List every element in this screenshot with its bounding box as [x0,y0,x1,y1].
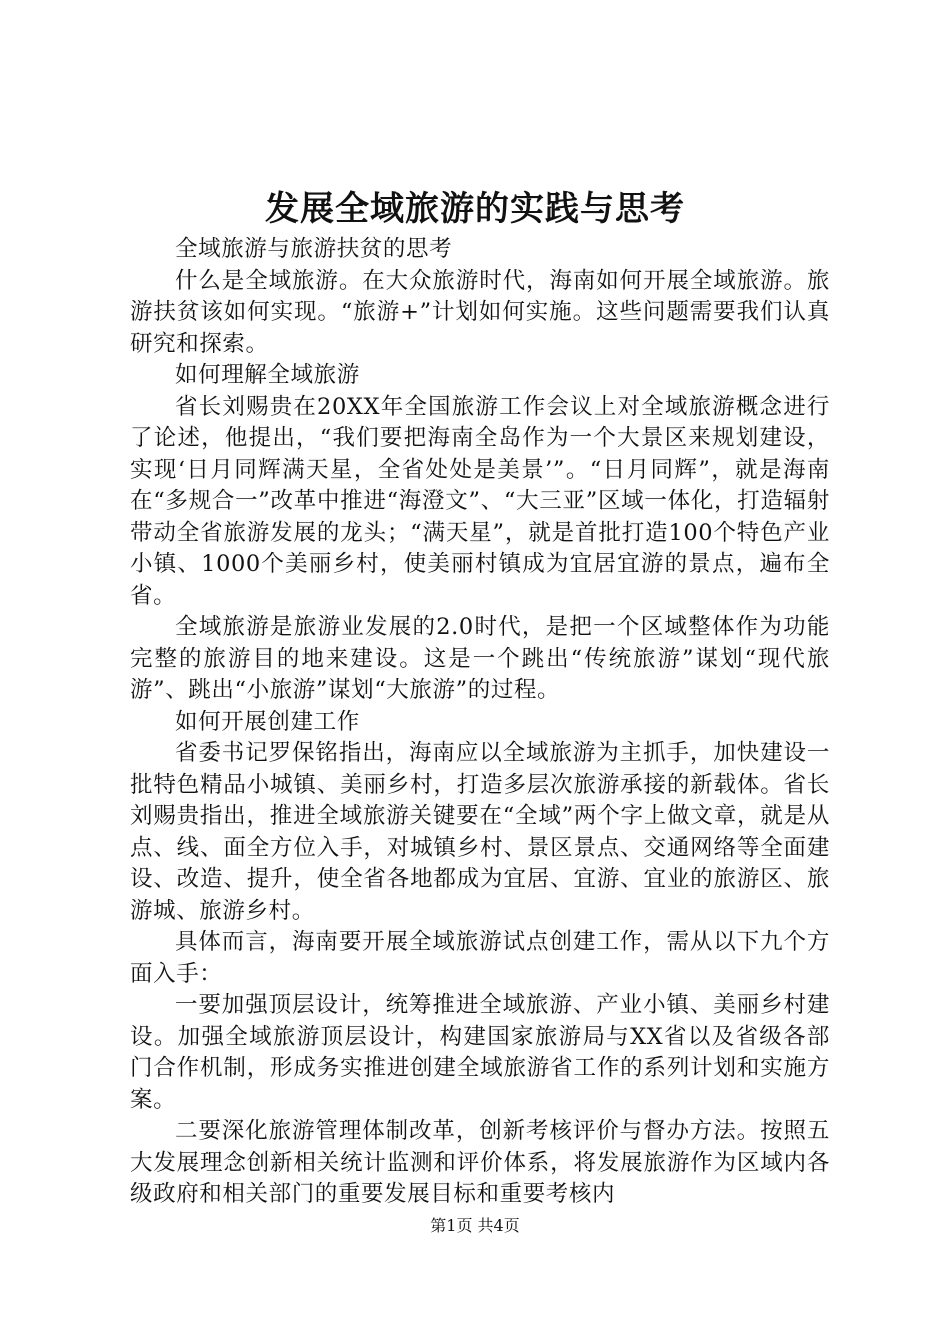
paragraph: 一要加强顶层设计，统筹推进全域旅游、产业小镇、美丽乡村建设。加强全域旅游顶层设计，构建国家旅游局与XX省以及省级各部门合作机制，形成务实推进创建全域旅游省工作的系列计划和实施方案。 [130,992,830,1113]
paragraph: 二要深化旅游管理体制改革，创新考核评价与督办方法。按照五大发展理念创新相关统计监测和评价体系，将发展旅游作为区域内各级政府和相关部门的重要发展目标和重要考核内 [130,1118,830,1207]
paragraph: 省委书记罗保铭指出，海南应以全域旅游为主抓手，加快建设一批特色精品小城镇、美丽乡村，打造多层次旅游承接的新载体。省长刘赐贵指出，推进全域旅游关键要在“全域”两个字上做文章，就是从点、线、面全方位入手，对城镇乡村、景区景点、交通网络等全面建设、改造、提升，使全省各地都成为宜居、宜游、宜业的旅游区、旅游城、旅游乡村。 [130,740,830,924]
paragraph: 省长刘赐贵在20XX年全国旅游工作会议上对全域旅游概念进行了论述，他提出，“我们要把海南全岛作为一个大景区来规划建设，实现‘日月同辉满天星，全省处处是美景’”。“日月同辉”，就是海南在“多规合一”改革中推进“海澄文”、“大三亚”区域一体化，打造辐射带动全省旅游发展的龙头；“满天星”，就是首批打造100个特色产业小镇、1000个美丽乡村，使美丽村镇成为宜居宜游的景点，遍布全省。 [130,393,830,609]
paragraph: 具体而言，海南要开展全域旅游试点创建工作，需从以下九个方面入手： [130,929,830,987]
page-number-footer: 第1页 共4页 [430,1216,520,1235]
paragraph: 什么是全域旅游。在大众旅游时代，海南如何开展全域旅游。旅游扶贫该如何实现。“旅游+”计划如何实施。这些问题需要我们认真研究和探索。 [130,267,830,357]
section-heading: 如何开展创建工作 [175,708,360,735]
section-heading: 如何理解全域旅游 [175,362,360,388]
document-body [130,234,830,1211]
paragraph-subtitle: 全域旅游与旅游扶贫的思考 [175,236,453,262]
paragraph: 全域旅游是旅游业发展的2.0时代，是把一个区域整体作为功能完整的旅游目的地来建设。这是一个跳出“传统旅游”谋划“现代旅游”、跳出“小旅游”谋划“大旅游”的过程。 [130,614,830,703]
document-title: 发展全域旅游的实践与思考 [265,189,685,229]
